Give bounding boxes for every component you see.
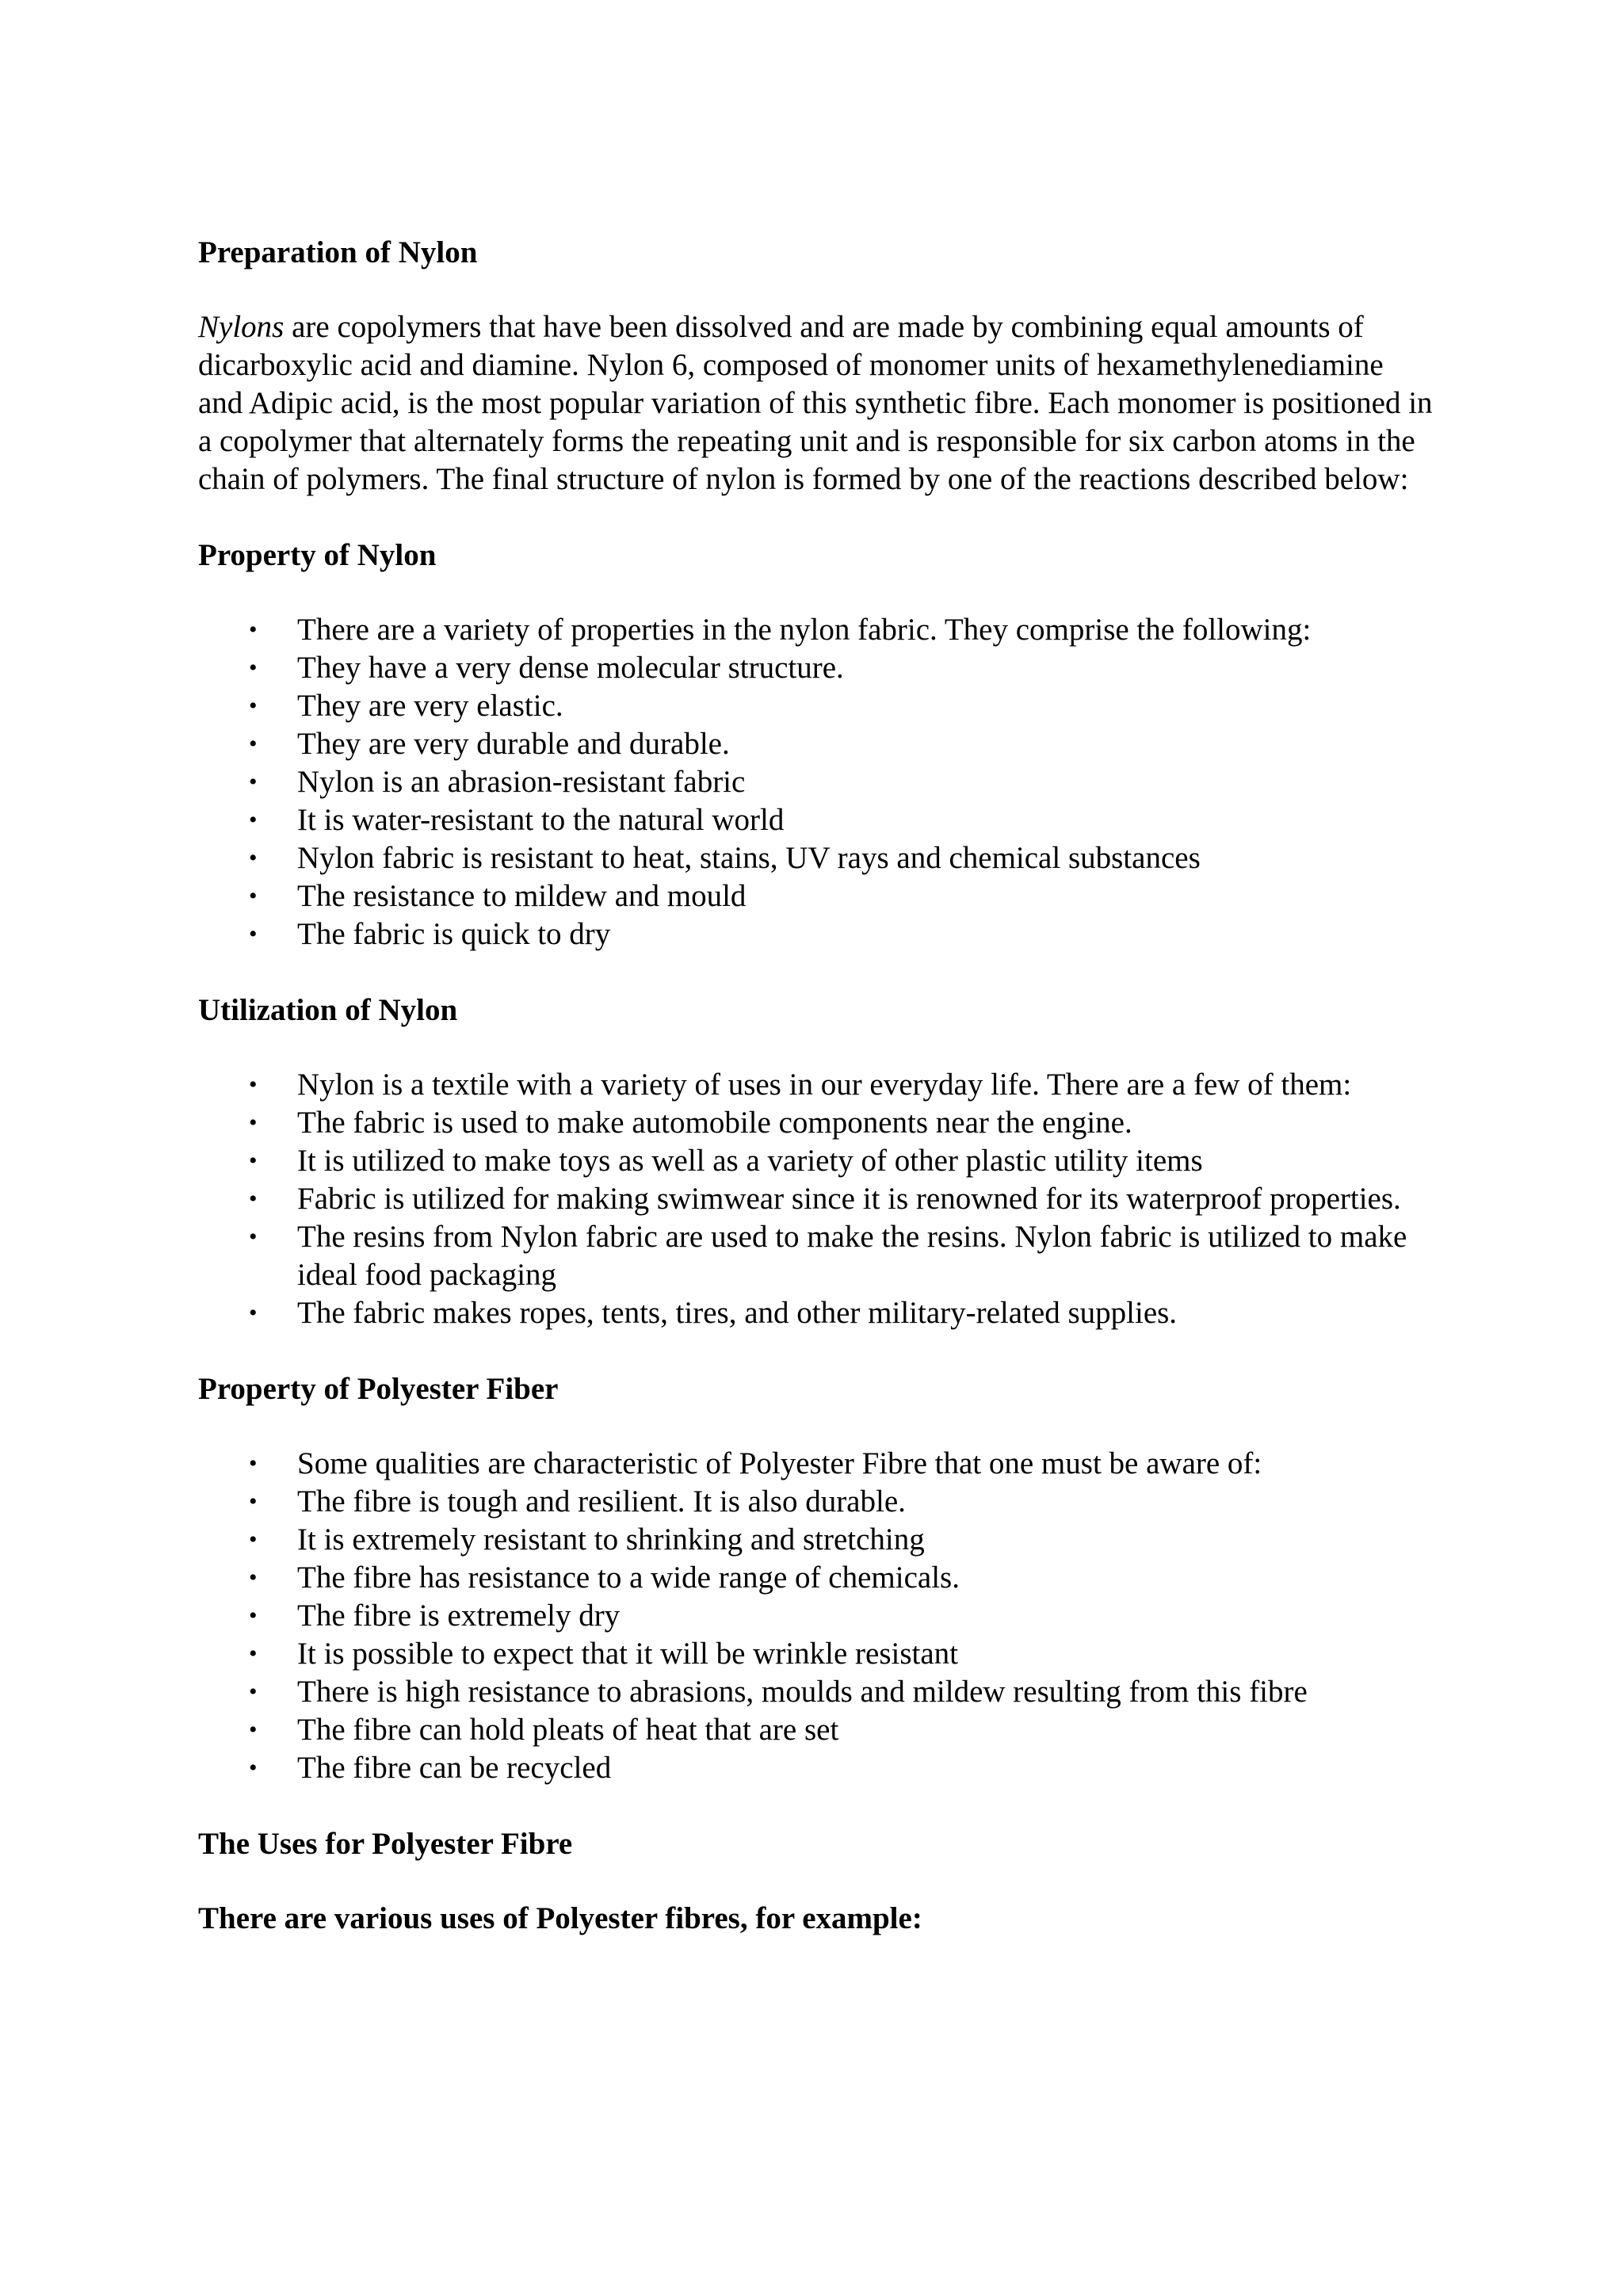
heading-property-of-polyester-fiber: Property of Polyester Fiber <box>198 1372 559 1406</box>
list-nylon-uses <box>198 1066 1434 1332</box>
paragraph-preparation <box>198 308 1434 499</box>
heading-preparation-of-nylon: Preparation of Nylon <box>198 235 478 269</box>
bullet-icon: • <box>249 1186 258 1212</box>
bullet-icon: • <box>249 617 258 643</box>
bullet-icon: • <box>249 1488 258 1515</box>
bullet-icon: • <box>249 655 258 681</box>
bullet-icon: • <box>249 1148 258 1174</box>
list-item: • The resistance to mildew and mould <box>198 877 1434 915</box>
list-item: • Some qualities are characteristic of Polyester Fibre that one must be aware of: <box>198 1445 1434 1483</box>
heading-utilization-of-nylon: Utilization of Nylon <box>198 993 458 1027</box>
bullet-icon: • <box>249 1224 258 1250</box>
list-polyester-properties <box>198 1445 1434 1787</box>
list-item: • It is utilized to make toys as well as a variety of other plastic utility items <box>198 1142 1434 1180</box>
list-item: • The fabric is quick to dry <box>198 915 1434 953</box>
list-item: • The fibre can be recycled <box>198 1749 1434 1787</box>
bullet-icon: • <box>249 1717 258 1743</box>
paragraph-preparation-body: are copolymers that have been dissolved and are made by combining equal amounts of dicarboxylic acid and diamine. Nylon 6, composed of monomer units of hexamethylenediamine and Adipic acid, is the most popular variation of this synthetic fibre. Each monomer is positioned in a copolymer that alternately forms the repeating unit and is responsible for six carbon atoms in the chain of polymers. The final structure of nylon is formed by one of the reactions described below: <box>198 310 1433 496</box>
list-item: • There are a variety of properties in the nylon fabric. They comprise the following: <box>198 611 1434 649</box>
list-item: • They are very durable and durable. <box>198 725 1434 763</box>
bullet-icon: • <box>249 693 258 719</box>
bullet-icon: • <box>249 769 258 795</box>
list-item: • Nylon fabric is resistant to heat, stains, UV rays and chemical substances <box>198 839 1434 877</box>
list-item: • They have a very dense molecular structure. <box>198 649 1434 687</box>
bullet-icon: • <box>249 1110 258 1136</box>
list-item: • They are very elastic. <box>198 687 1434 725</box>
bullet-icon: • <box>249 1755 258 1781</box>
bullet-icon: • <box>249 883 258 909</box>
bullet-icon: • <box>249 807 258 833</box>
list-item: • It is possible to expect that it will be wrinkle resistant <box>198 1635 1434 1673</box>
bullet-icon: • <box>249 1564 258 1591</box>
subheading-various-uses: There are various uses of Polyester fibres, for example: <box>198 1901 922 1935</box>
list-item: • The fibre is tough and resilient. It is also durable. <box>198 1483 1434 1521</box>
list-item: • The fabric makes ropes, tents, tires, and other military-related supplies. <box>198 1294 1434 1332</box>
bullet-icon: • <box>249 921 258 947</box>
list-item: • Nylon is a textile with a variety of uses in our everyday life. There are a few of them: <box>198 1066 1434 1104</box>
document-page <box>198 234 1434 1938</box>
bullet-icon: • <box>249 1641 258 1667</box>
list-item: • The fibre has resistance to a wide range of chemicals. <box>198 1559 1434 1597</box>
bullet-icon: • <box>249 1603 258 1629</box>
list-item: • The fibre is extremely dry <box>198 1597 1434 1635</box>
heading-uses-for-polyester-fibre: The Uses for Polyester Fibre <box>198 1827 573 1861</box>
bullet-icon: • <box>249 1300 258 1326</box>
heading-property-of-nylon: Property of Nylon <box>198 538 437 572</box>
list-item: • There is high resistance to abrasions, moulds and mildew resulting from this fibre <box>198 1673 1434 1711</box>
list-item: • It is extremely resistant to shrinking and stretching <box>198 1521 1434 1559</box>
list-item: • It is water-resistant to the natural world <box>198 801 1434 839</box>
bullet-icon: • <box>249 1072 258 1098</box>
bullet-icon: • <box>249 1526 258 1553</box>
bullet-icon: • <box>249 1450 258 1477</box>
list-item: • The resins from Nylon fabric are used to make the resins. Nylon fabric is utilized to make ideal food packaging <box>249 1220 1407 1292</box>
bullet-icon: • <box>249 845 258 871</box>
list-item: • Fabric is utilized for making swimwear since it is renowned for its waterproof properties. <box>198 1180 1434 1218</box>
list-nylon-properties <box>198 611 1434 953</box>
list-item: • The fabric is used to make automobile components near the engine. <box>198 1104 1434 1142</box>
italic-term-nylons: Nylons <box>198 310 285 344</box>
list-item: • The fibre can hold pleats of heat that are set <box>198 1711 1434 1749</box>
bullet-icon: • <box>249 1679 258 1705</box>
bullet-icon: • <box>249 731 258 757</box>
list-item: • Nylon is an abrasion-resistant fabric <box>198 763 1434 801</box>
